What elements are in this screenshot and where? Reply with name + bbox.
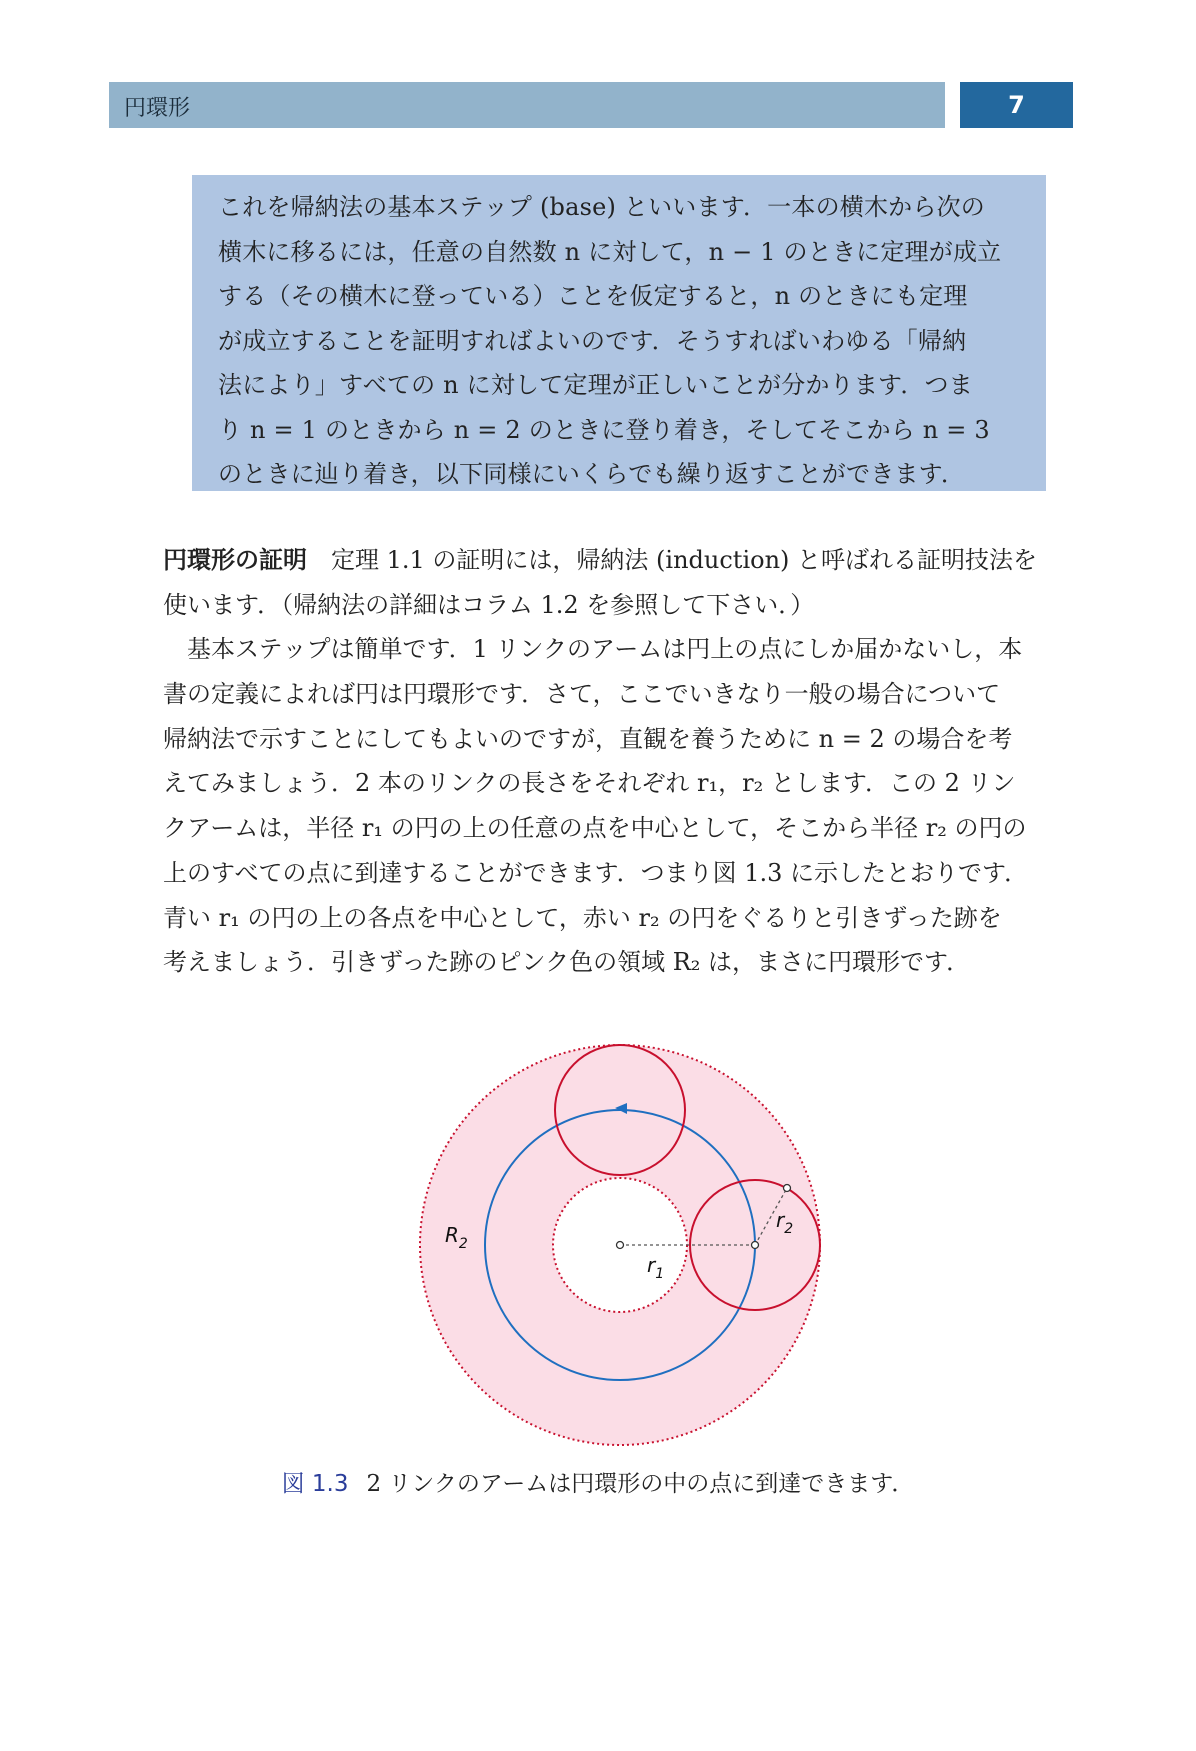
highlight-box — [192, 175, 1046, 491]
box-line: これを帰納法の基本ステップ (base) といいます．一本の横木から次の — [218, 193, 985, 221]
body-line: 使います．（帰納法の詳細はコラム 1.2 を参照して下さい．） — [163, 590, 815, 619]
box-line: り n = 1 のときから n = 2 のときに登り着き，そしてそこから n = 3 — [218, 415, 990, 444]
body-line: 基本ステップは簡単です．1 リンクのアームは円上の点にしか届かないし，本 — [163, 635, 1023, 664]
box-line: 横木に移るには，任意の自然数 n に対して，n − 1 のときに定理が成立 — [218, 237, 1002, 266]
box-line: のときに辿り着き，以下同様にいくらでも繰り返すことができます． — [218, 460, 966, 488]
body-line: 上のすべての点に到達することができます．つまり図 1.3 に示したとおりです． — [163, 858, 1029, 887]
body-paragraphs — [163, 538, 1075, 985]
annulus-figure — [410, 1035, 830, 1455]
section-heading: 円環形の証明 — [163, 546, 307, 574]
r2-label: $r_2$ — [776, 1208, 794, 1237]
body-line: クアームは，半径 r₁ の円の上の任意の点を中心として，そこから半径 r₂ の円の — [163, 814, 1027, 843]
caption-text: 2 リンクのアームは円環形の中の点に到達できます． — [366, 1471, 915, 1497]
joint-point — [752, 1242, 759, 1249]
body-line: 書の定義によれば円は円環形です．さて，ここでいきなり一般の場合について — [163, 680, 1001, 709]
region-label: $R_2$ — [445, 1223, 468, 1252]
annulus-diagram — [410, 1035, 830, 1455]
center-point — [617, 1242, 624, 1249]
end-point — [784, 1185, 791, 1192]
body-line: 考えましょう．引きずった跡のピンク色の領域 R₂ は，まさに円環形です． — [163, 948, 971, 977]
body-line: 青い r₁ の円の上の各点を中心として，赤い r₂ の円をぐるりと引きずった跡を — [163, 903, 1002, 932]
box-line: 法により」すべての n に対して定理が正しいことが分かります．つま — [218, 371, 973, 399]
body-line: 帰納法で示すことにしてもよいのですが，直観を養うために n = 2 の場合を考 — [163, 724, 1013, 753]
header-title: 円環形 — [124, 96, 191, 121]
body-line: えてみましょう．2 本のリンクの長さをそれぞれ r₁，r₂ とします．この 2 リン — [163, 769, 1016, 798]
page-number: 7 — [960, 82, 1073, 128]
figure-caption — [0, 1465, 1196, 1498]
r1-label: $r_1$ — [647, 1253, 665, 1282]
caption-label: 図 1.3 — [281, 1471, 349, 1497]
running-header — [109, 82, 945, 128]
section-first-line-text: 定理 1.1 の証明には，帰納法 (induction) と呼ばれる証明技法を — [331, 546, 1038, 574]
box-text — [218, 185, 1024, 497]
box-line: する（その横木に登っている）ことを仮定すると，n のときにも定理 — [218, 282, 968, 310]
box-line: が成立することを証明すればよいのです．そうすればいわゆる「帰納 — [218, 326, 967, 355]
section-first-line — [163, 538, 1075, 583]
